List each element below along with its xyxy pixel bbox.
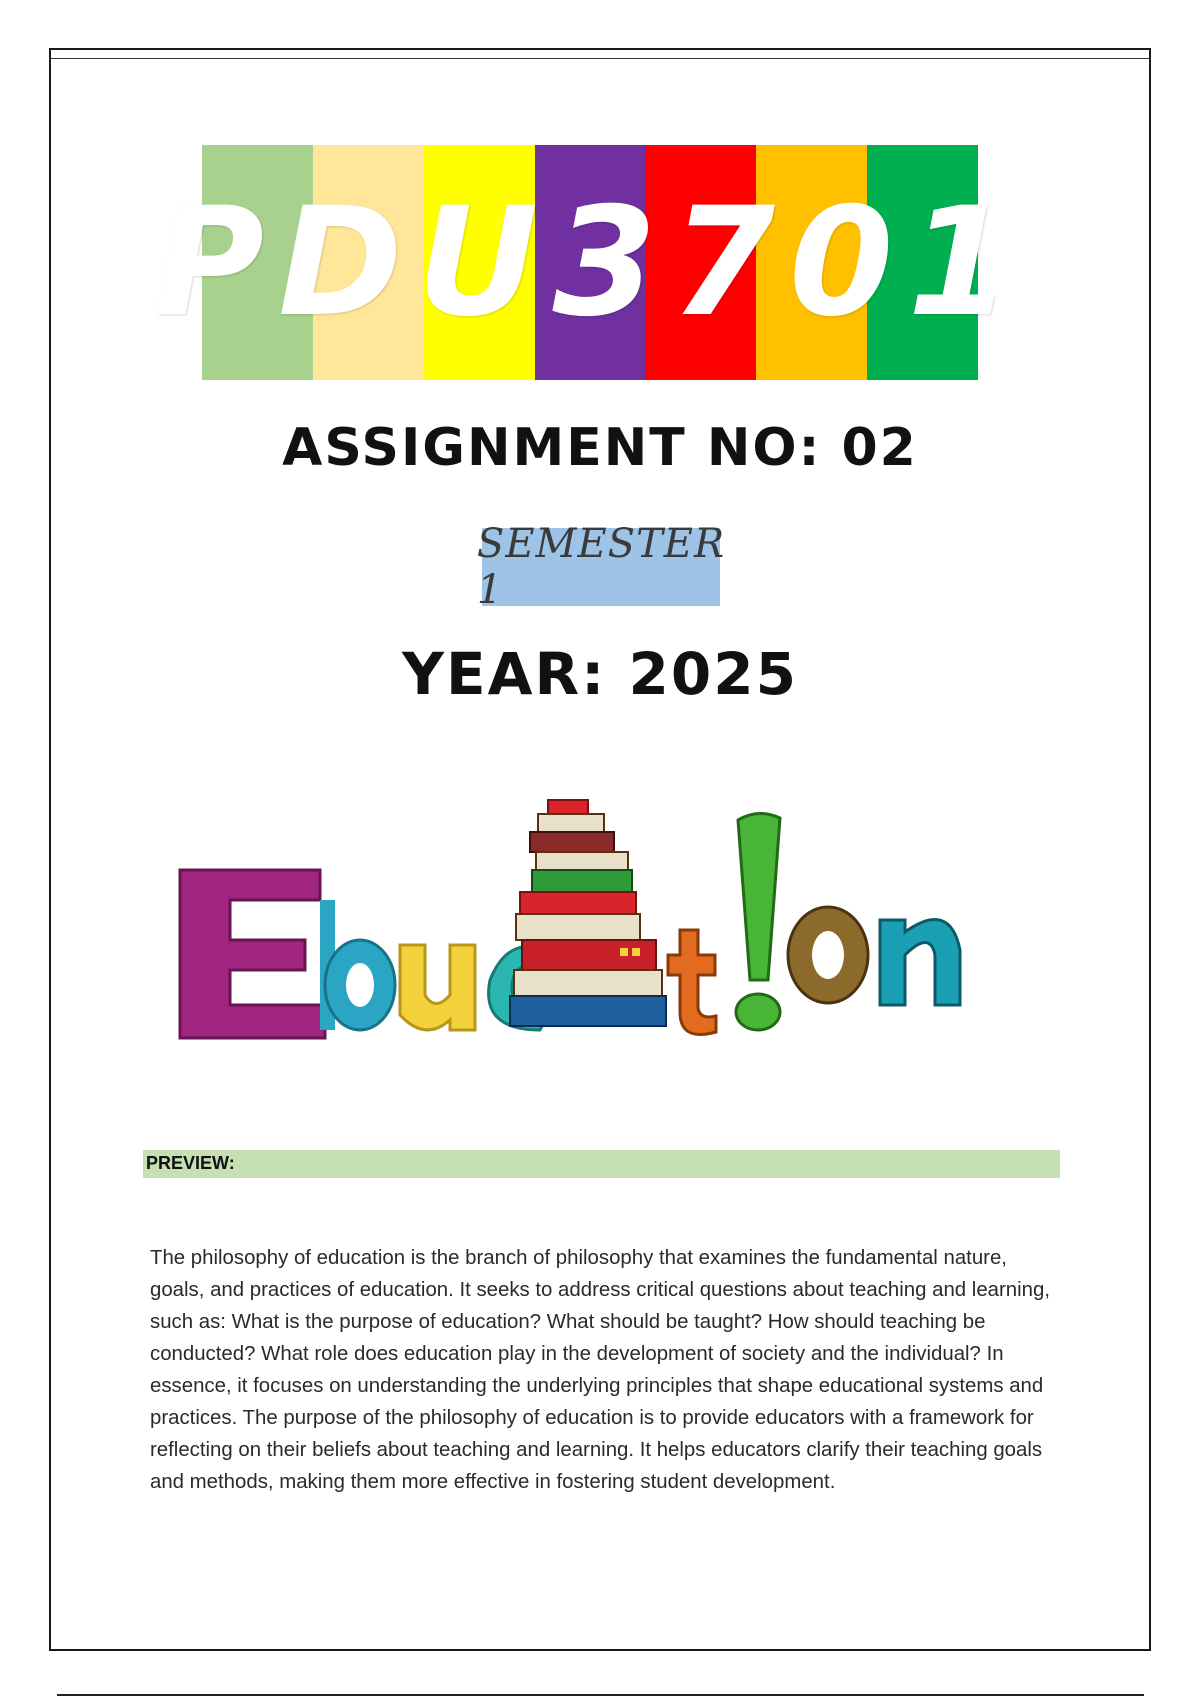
year-title: YEAR: 2025 <box>402 640 798 708</box>
letter-e-graphic <box>180 870 325 1038</box>
footer-rule <box>57 1694 1144 1696</box>
semester-label: SEMESTER 1 <box>476 521 726 613</box>
letter-o-graphic <box>788 907 868 1003</box>
course-code: PDU3701 <box>154 175 1026 350</box>
education-clipart-icon <box>160 780 1040 1050</box>
border-inner-line <box>51 58 1149 59</box>
letter-d-graphic <box>320 900 395 1030</box>
preview-text: The philosophy of education is the branch of philosophy that examines the fundamental nature, goals, and practices of education. It seeks to address critical questions about teaching and learning, such as: What is the purpose of education? What should be taught? How should teaching be conducted? What role does education play in the development of society and the individual? In essence, it focuses on understanding the underlying principles that shape educational systems and practices. The purpose of the philosophy of education is to provide educators with a framework for reflecting on their beliefs about teaching and learning. It helps educators clarify their teaching goals and methods, making them more effective in fostering student development. <box>150 1247 1051 1493</box>
letter-u-graphic <box>400 945 475 1030</box>
book-stack-graphic <box>510 800 666 1026</box>
assignment-title: ASSIGNMENT NO: 02 <box>282 418 918 478</box>
preview-header-bar <box>143 1150 1060 1178</box>
preview-label: PREVIEW: <box>146 1153 235 1173</box>
exclamation-graphic <box>736 813 780 1030</box>
letter-t-graphic <box>668 930 716 1035</box>
letter-n-graphic <box>880 920 960 1005</box>
